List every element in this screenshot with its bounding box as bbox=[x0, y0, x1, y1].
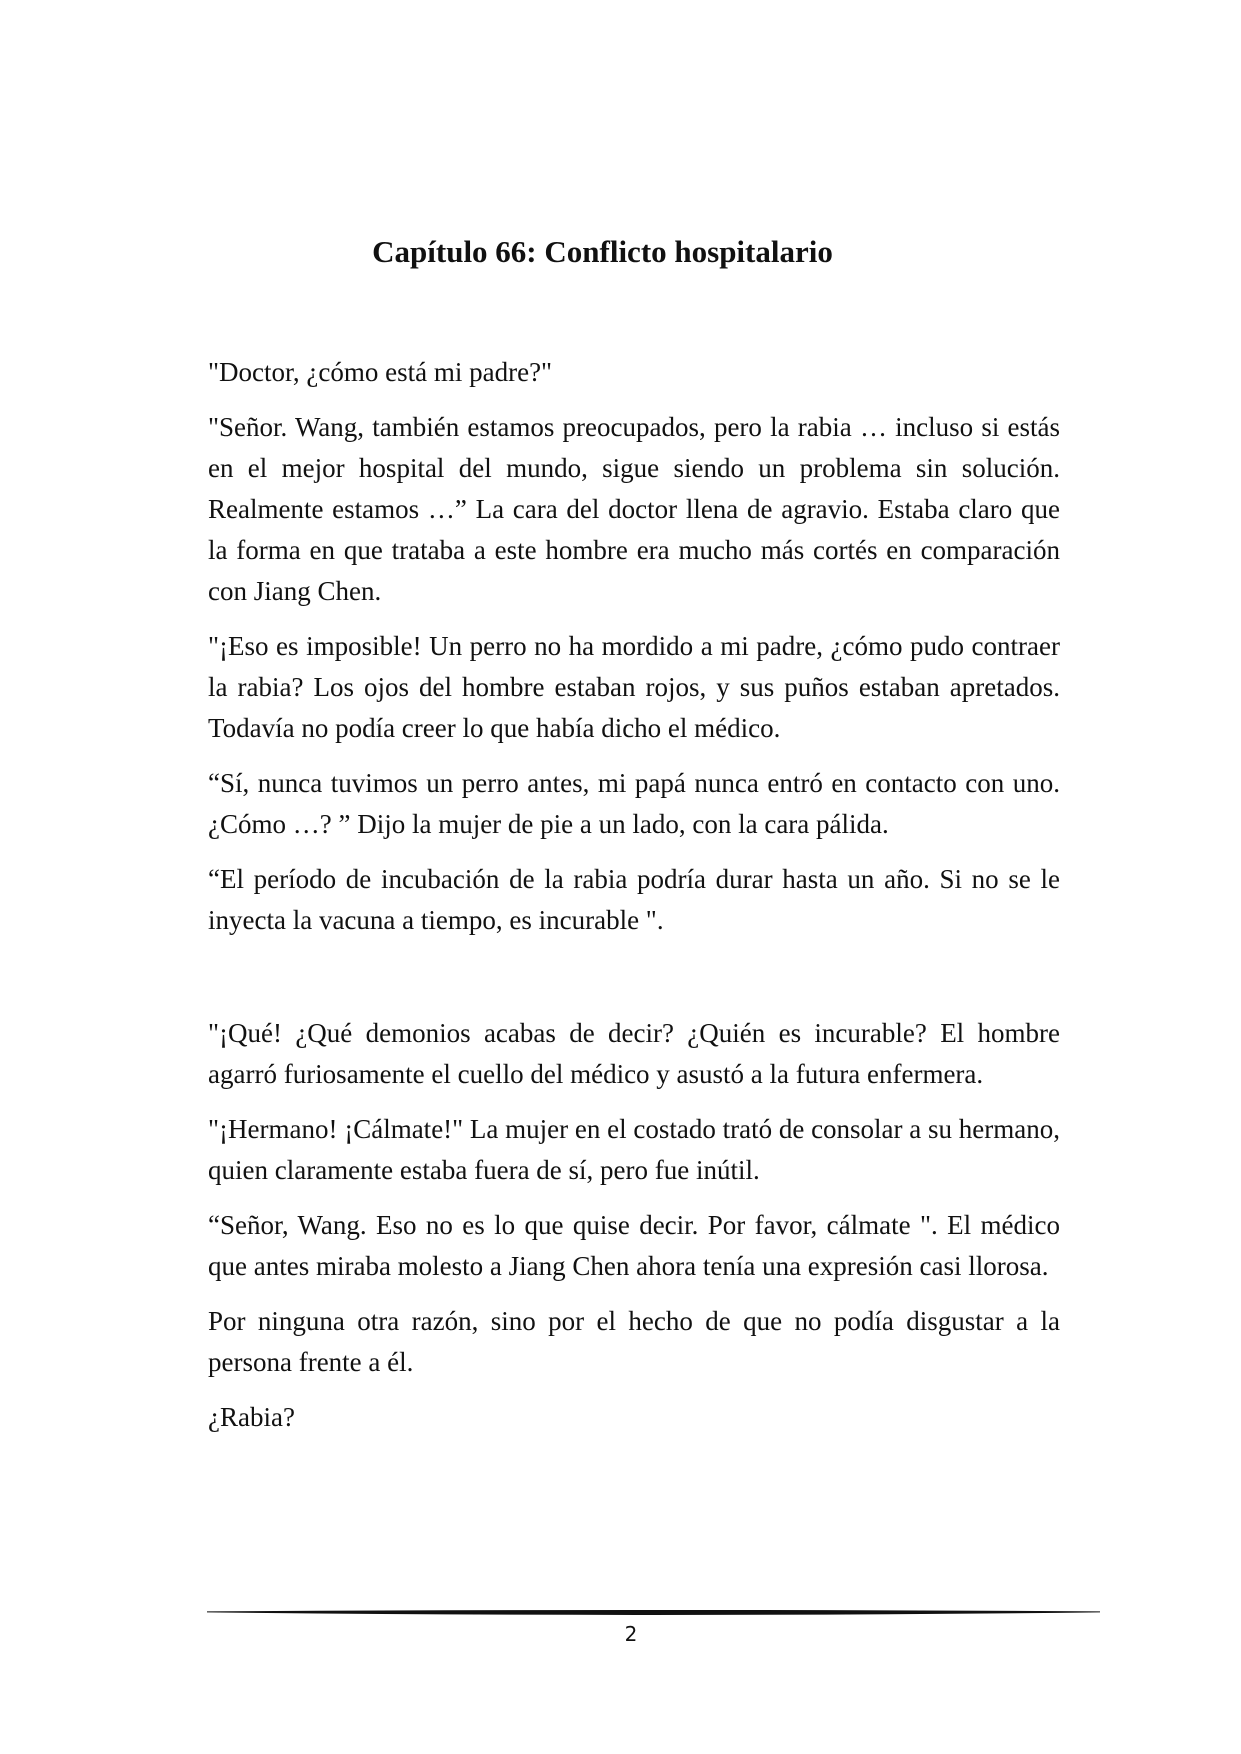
chapter-body bbox=[208, 352, 1060, 1452]
paragraph: "Señor. Wang, también estamos preocupados, pero la rabia … incluso si estás en el mejor hospital del mundo, sigue siendo un problema sin solución. Realmente estamos …” La cara del doctor llena de agravio. Estaba claro que la forma en que trataba a este hombre era mucho más cortés en comparación con Jiang Chen. bbox=[208, 412, 1060, 606]
paragraph: “Señor, Wang. Eso no es lo que quise decir. Por favor, cálmate ". El médico que antes miraba molesto a Jiang Chen ahora tenía una expresión casi llorosa. bbox=[208, 1210, 1060, 1281]
chapter-title: Capítulo 66: Conflicto hospitalario bbox=[372, 234, 833, 269]
paragraph: "¡Eso es imposible! Un perro no ha mordido a mi padre, ¿cómo pudo contraer la rabia? Los ojos del hombre estaban rojos, y sus puños estaban apretados. Todavía no podía creer lo que había dicho el médico. bbox=[208, 631, 1060, 743]
paragraph: "¡Hermano! ¡Cálmate!" La mujer en el costado trató de consolar a su hermano, quien claramente estaba fuera de sí, pero fue inútil. bbox=[208, 1114, 1060, 1185]
footer-divider-stroke bbox=[207, 1610, 1100, 1615]
paragraph: ¿Rabia? bbox=[208, 1402, 295, 1432]
paragraph: “El período de incubación de la rabia podría durar hasta un año. Si no se le inyecta la vacuna a tiempo, es incurable ". bbox=[208, 864, 1060, 935]
paragraph: "Doctor, ¿cómo está mi padre?" bbox=[208, 357, 553, 387]
paragraph: “Sí, nunca tuvimos un perro antes, mi papá nunca entró en contacto con uno. ¿Cómo …? ” Dijo la mujer de pie a un lado, con la cara pálida. bbox=[208, 768, 1060, 839]
paragraph: Por ninguna otra razón, sino por el hecho de que no podía disgustar a la persona frente a él. bbox=[208, 1306, 1060, 1377]
footer-divider bbox=[207, 1606, 1100, 1618]
page-number: 2 bbox=[624, 1622, 638, 1646]
paragraph: "¡Qué! ¿Qué demonios acabas de decir? ¿Quién es incurable? El hombre agarró furiosamente el cuello del médico y asustó a la futura enfermera. bbox=[208, 1018, 1060, 1089]
